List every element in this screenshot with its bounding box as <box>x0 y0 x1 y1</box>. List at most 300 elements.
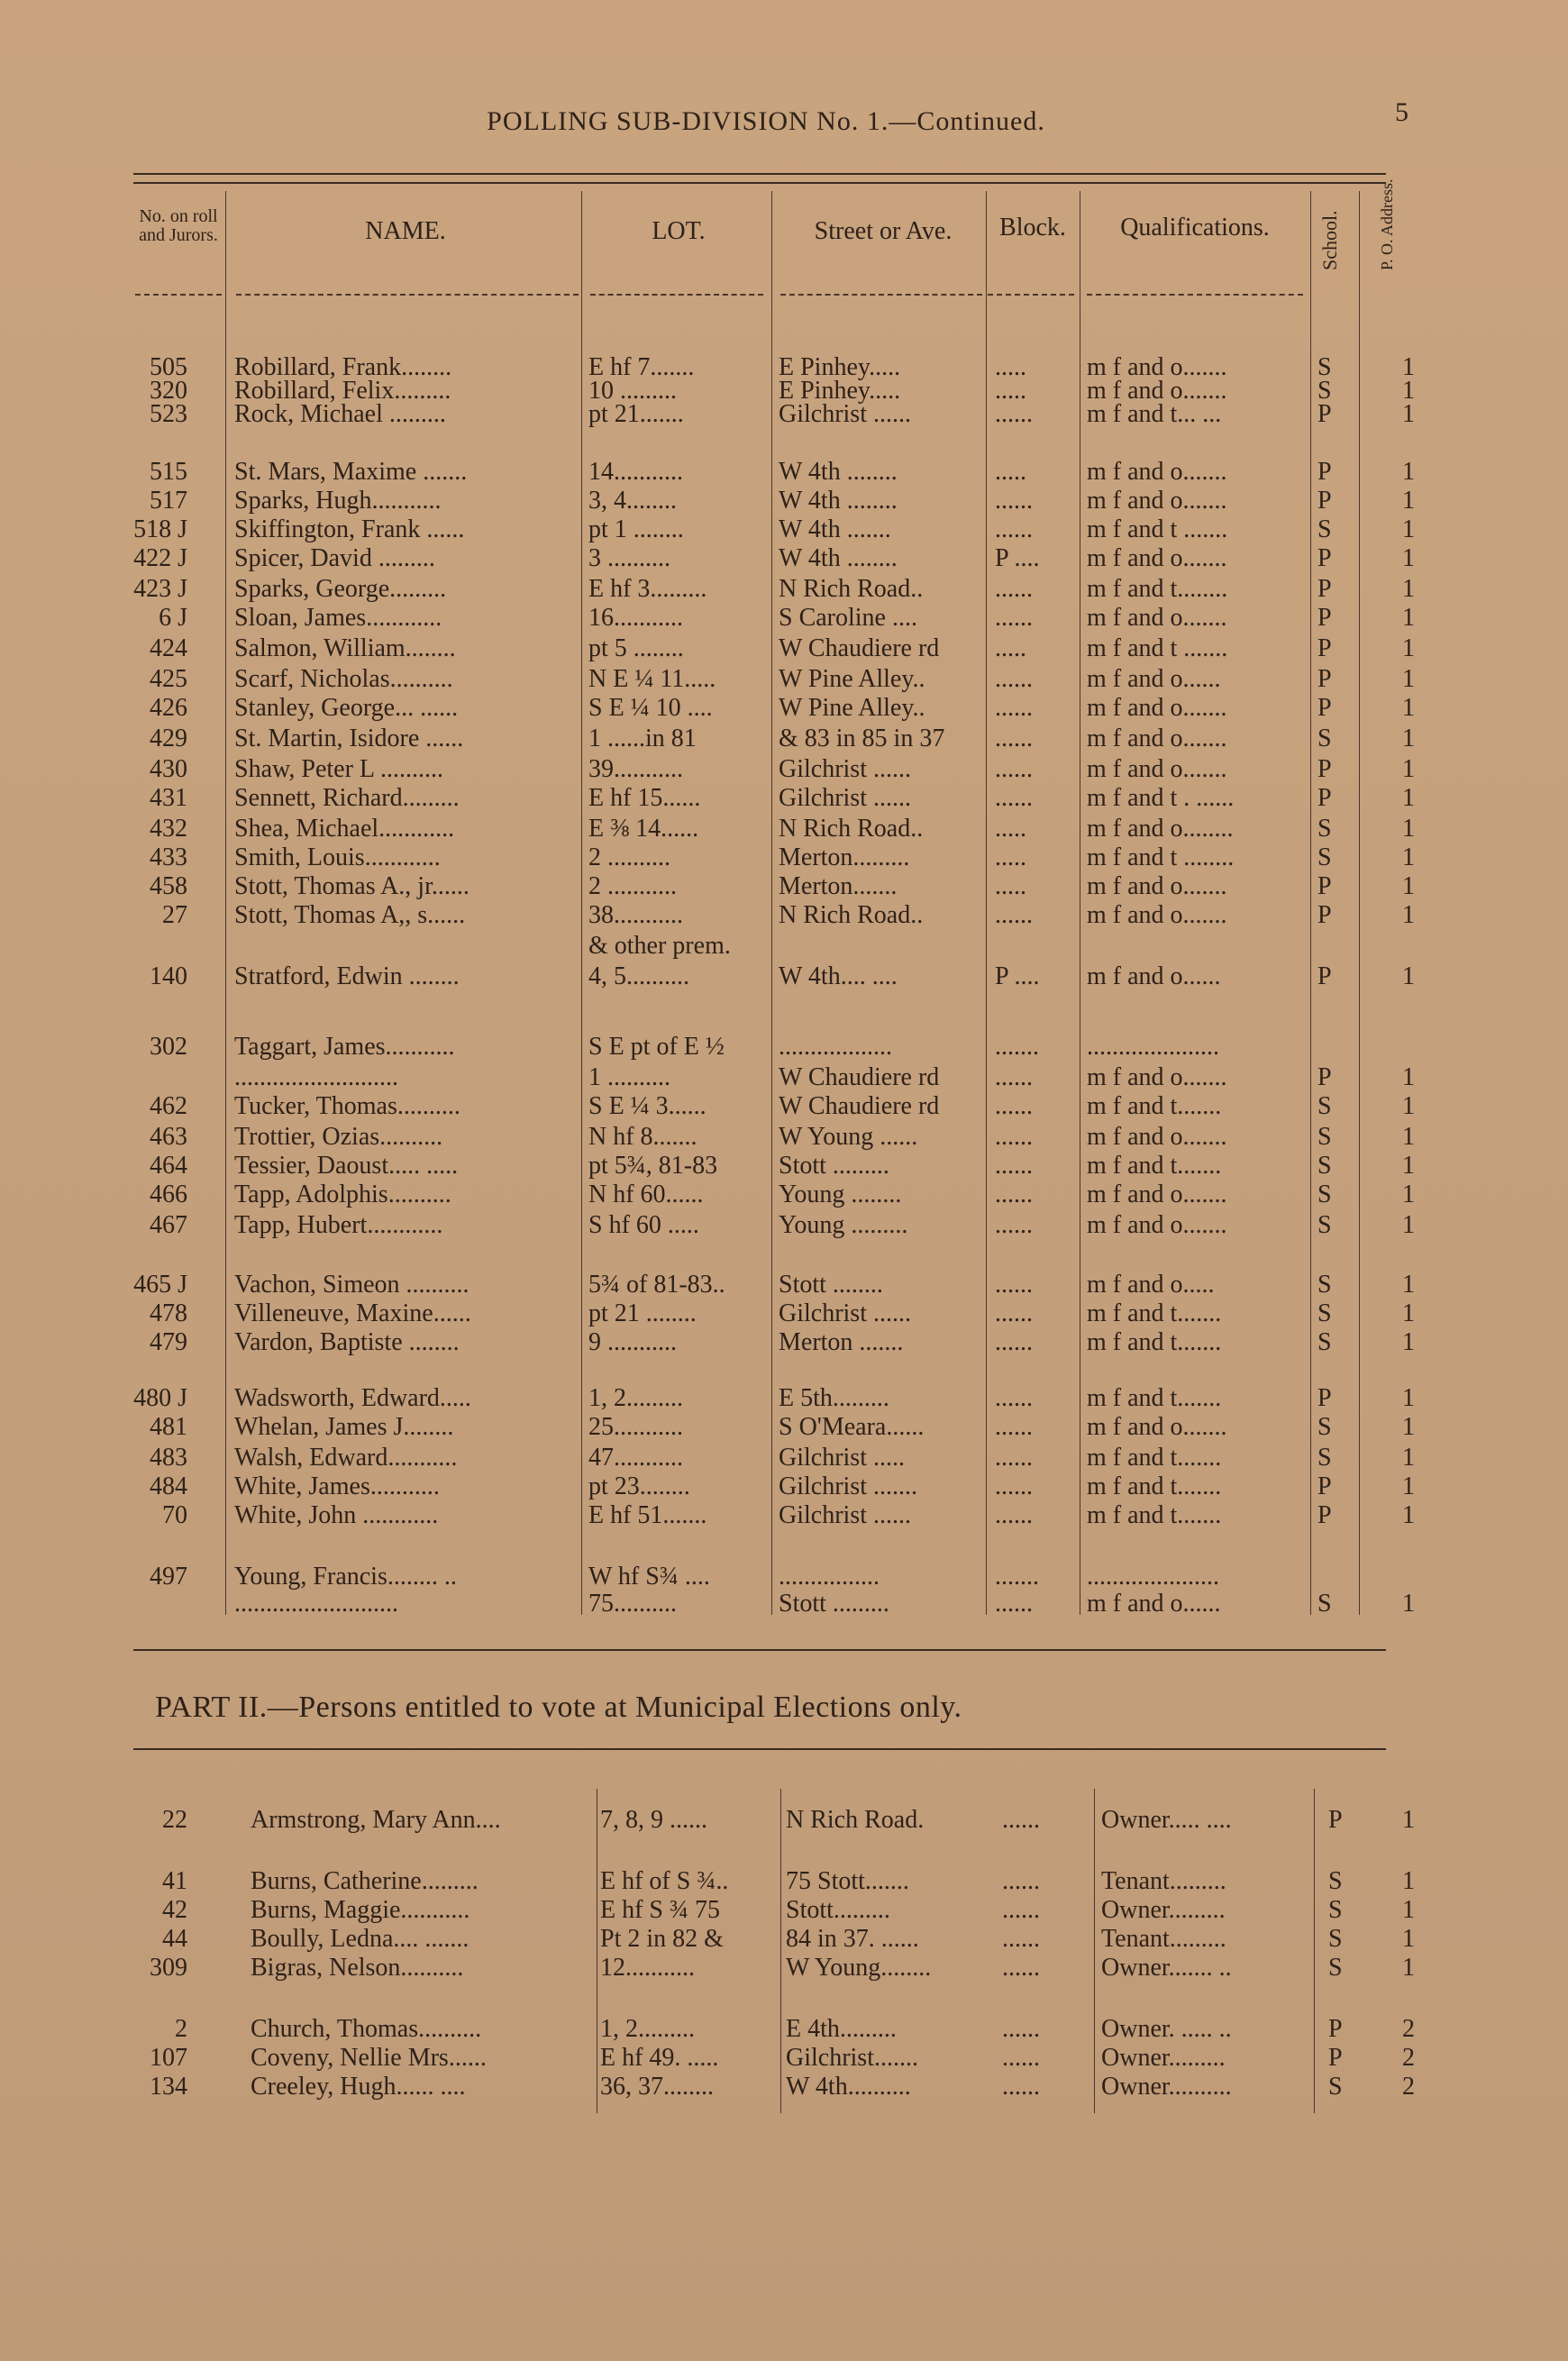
col-lot: 2 .......... <box>588 843 670 871</box>
col-no: 70 <box>162 1501 187 1529</box>
col-no: 6 J <box>159 604 187 632</box>
col-name: Smith, Louis............ <box>234 843 441 871</box>
col-qualification: m f and t....... <box>1087 1152 1222 1180</box>
col-po: 1 <box>1402 1501 1415 1529</box>
col-school: P <box>1317 487 1332 515</box>
col-qualification: m f and t....... <box>1087 1328 1222 1356</box>
col-po: 1 <box>1402 962 1415 990</box>
col-lot: 10 ......... <box>588 377 677 405</box>
col-street: Stott ........ <box>779 1271 883 1299</box>
col-po: 1 <box>1402 1867 1415 1895</box>
table-row <box>0 843 1568 872</box>
table-row <box>0 815 1568 843</box>
table-row <box>0 1033 1568 1062</box>
col-qualification: m f and o..... <box>1087 1271 1215 1299</box>
col-no: 424 <box>150 634 187 662</box>
col-lot: 12........... <box>600 1954 695 1982</box>
col-school: P <box>1317 1063 1332 1091</box>
col-name: Sparks, George......... <box>234 575 447 603</box>
col-no: 518 J <box>133 515 187 543</box>
col-block: P .... <box>995 962 1040 990</box>
col-school: S <box>1328 1896 1343 1924</box>
col-street: W 4th ........ <box>779 487 898 515</box>
col-name: Spicer, David ......... <box>234 544 435 572</box>
header-dash <box>236 294 579 296</box>
col-name: Robillard, Felix......... <box>234 377 451 405</box>
col-lot: 14........... <box>588 458 683 486</box>
part2-title: PART II.—Persons entitled to vote at Municipal Elections only. <box>155 1691 962 1724</box>
col-po: 1 <box>1402 544 1415 572</box>
col-no: 44 <box>162 1925 187 1953</box>
col-block: ...... <box>995 901 1033 929</box>
table-row <box>0 400 1568 429</box>
col-block: ...... <box>995 400 1033 428</box>
col-block: ...... <box>995 755 1033 783</box>
table-row <box>0 1896 1568 1925</box>
col-no: 517 <box>150 487 187 515</box>
table-row <box>0 575 1568 604</box>
header-dash <box>1087 294 1303 296</box>
col-name: White, James........... <box>234 1472 440 1500</box>
col-block: ...... <box>1002 2044 1040 2072</box>
col-qualification: m f and t....... <box>1087 1472 1222 1500</box>
table-row <box>0 1925 1568 1954</box>
col-no: 481 <box>150 1413 187 1441</box>
col-street: Young ........ <box>779 1180 902 1208</box>
col-school: P <box>1317 604 1332 632</box>
col-lot: 36, 37........ <box>600 2073 714 2101</box>
col-school: P <box>1328 2015 1343 2043</box>
col-name: Sloan, James............ <box>234 604 442 632</box>
col-block: ...... <box>995 1092 1033 1120</box>
col-no: 2 <box>175 2015 187 2043</box>
col-street: W Pine Alley.. <box>779 665 925 693</box>
col-block: ...... <box>995 1501 1033 1529</box>
col-school: S <box>1317 1152 1332 1180</box>
col-lot: E hf 7....... <box>588 353 695 381</box>
col-name: Stanley, George... ...... <box>234 694 459 722</box>
col-no: 41 <box>162 1867 187 1895</box>
table-row <box>0 1867 1568 1896</box>
col-no: 497 <box>150 1563 187 1591</box>
col-lot: pt 1 ........ <box>588 515 684 543</box>
col-block: ...... <box>1002 1806 1040 1834</box>
col-po: 2 <box>1402 2073 1415 2101</box>
col-lot: E hf of S ¾.. <box>600 1867 729 1895</box>
col-name: Whelan, James J........ <box>234 1413 454 1441</box>
col-no: 462 <box>150 1092 187 1120</box>
col-qualification: Owner. ..... .. <box>1101 2015 1232 2043</box>
col-street: Gilchrist ...... <box>779 400 911 428</box>
col-school: P <box>1317 755 1332 783</box>
col-no: 423 J <box>133 575 187 603</box>
col-street: W Chaudiere rd <box>779 1063 940 1091</box>
col-street: Gilchrist ...... <box>779 755 911 783</box>
table-row <box>0 544 1568 573</box>
col-no: 425 <box>150 665 187 693</box>
col-lot: Pt 2 in 82 & <box>600 1925 724 1953</box>
col-lot: 3 .......... <box>588 544 670 572</box>
col-lot: S E ¼ 10 .... <box>588 694 713 722</box>
col-po: 1 <box>1402 694 1415 722</box>
col-street: W 4th ........ <box>779 544 898 572</box>
col-block: ...... <box>995 1063 1033 1091</box>
col-school: P <box>1317 634 1332 662</box>
col-block: ...... <box>995 1152 1033 1180</box>
col-no: 479 <box>150 1328 187 1356</box>
table-row <box>0 725 1568 753</box>
table-row <box>0 1299 1568 1328</box>
col-school: P <box>1317 784 1332 812</box>
col-qualification: m f and o....... <box>1087 458 1227 486</box>
col-lot: pt 21....... <box>588 400 684 428</box>
col-school: S <box>1328 1954 1343 1982</box>
col-qualification: m f and t ....... <box>1087 515 1228 543</box>
col-qualification: ..................... <box>1087 1563 1219 1591</box>
col-street: N Rich Road.. <box>779 901 924 929</box>
col-name: Trottier, Ozias.......... <box>234 1123 443 1151</box>
col-block: ...... <box>995 1328 1033 1356</box>
col-street: Gilchrist ..... <box>779 1444 905 1472</box>
col-school: P <box>1317 575 1332 603</box>
col-qualification: m f and t....... <box>1087 1092 1222 1120</box>
table-row <box>0 755 1568 784</box>
col-lot: 7, 8, 9 ...... <box>600 1806 707 1834</box>
col-street: N Rich Road. <box>786 1806 925 1834</box>
col-school: S <box>1317 1092 1332 1120</box>
col-qualification: m f and t ....... <box>1087 634 1228 662</box>
col-name: Tapp, Adolphis.......... <box>234 1180 451 1208</box>
col-school: P <box>1328 1806 1343 1834</box>
header-dash <box>590 294 763 296</box>
col-qualification: m f and t....... <box>1087 1384 1222 1412</box>
col-block: ...... <box>995 1384 1033 1412</box>
col-po: 1 <box>1402 1413 1415 1441</box>
col-school: P <box>1317 458 1332 486</box>
col-name: Boully, Ledna.... ....... <box>251 1925 469 1953</box>
table-row <box>0 2073 1568 2101</box>
col-po: 1 <box>1402 815 1415 843</box>
col-qualification: ..................... <box>1087 1033 1219 1061</box>
col-no: 27 <box>162 901 187 929</box>
col-street: E 4th......... <box>786 2015 897 2043</box>
col-lot: 1 .......... <box>588 1063 670 1091</box>
col-no: 429 <box>150 725 187 752</box>
col-name: Villeneuve, Maxine...... <box>234 1299 471 1327</box>
table-row <box>0 1271 1568 1299</box>
col-po: 1 <box>1402 1063 1415 1091</box>
col-school: S <box>1328 1867 1343 1895</box>
table-row <box>0 1123 1568 1152</box>
col-name: Church, Thomas.......... <box>251 2015 482 2043</box>
table-row <box>0 1180 1568 1209</box>
col-school: S <box>1317 1211 1332 1239</box>
col-name: Stratford, Edwin ........ <box>234 962 460 990</box>
col-name: Wadsworth, Edward..... <box>234 1384 471 1412</box>
col-school: P <box>1317 1472 1332 1500</box>
table-row <box>0 1563 1568 1591</box>
table-row <box>0 634 1568 663</box>
col-lot: S E ¼ 3...... <box>588 1092 707 1120</box>
col-qualification: Tenant......... <box>1101 1867 1226 1895</box>
col-qualification: m f and o....... <box>1087 353 1227 381</box>
col-street: N Rich Road.. <box>779 815 924 843</box>
col-block: ...... <box>995 694 1033 722</box>
col-po: 1 <box>1402 634 1415 662</box>
table-row <box>0 604 1568 633</box>
col-school: S <box>1328 1925 1343 1953</box>
col-school: P <box>1317 694 1332 722</box>
col-block: ...... <box>995 1271 1033 1299</box>
col-street: 75 Stott....... <box>786 1867 909 1895</box>
col-qualification: m f and o....... <box>1087 377 1227 405</box>
table-row <box>0 1211 1568 1240</box>
col-street: S O'Meara...... <box>779 1413 925 1441</box>
col-no: 464 <box>150 1152 187 1180</box>
col-qualification: m f and t....... <box>1087 1444 1222 1472</box>
col-block: ...... <box>995 784 1033 812</box>
col-qualification: m f and o....... <box>1087 1180 1227 1208</box>
col-block: ..... <box>995 815 1026 843</box>
col-no: 430 <box>150 755 187 783</box>
table-row <box>0 1954 1568 1983</box>
col-lot: 16........... <box>588 604 683 632</box>
col-lot: 47........... <box>588 1444 683 1472</box>
col-block: ..... <box>995 353 1026 381</box>
col-po: 1 <box>1402 1092 1415 1120</box>
table-row <box>0 458 1568 487</box>
col-lot: N E ¼ 11..... <box>588 665 716 693</box>
col-name: Vardon, Baptiste ........ <box>234 1328 460 1356</box>
top-rule-thin <box>133 182 1386 184</box>
col-po: 1 <box>1402 1123 1415 1151</box>
col-no: 302 <box>150 1033 187 1061</box>
col-street: W 4th ........ <box>779 458 898 486</box>
col-po: 1 <box>1402 515 1415 543</box>
col-street: W Young........ <box>786 1954 932 1982</box>
top-rule <box>133 173 1386 175</box>
table-row <box>0 784 1568 813</box>
col-street: Gilchrist ...... <box>779 1501 911 1529</box>
col-qualification: m f and o....... <box>1087 1413 1227 1441</box>
col-qualification: m f and t... ... <box>1087 400 1222 428</box>
col-street: Gilchrist....... <box>786 2044 918 2072</box>
col-no: 426 <box>150 694 187 722</box>
col-no: 134 <box>150 2073 187 2101</box>
col-po: 1 <box>1402 400 1415 428</box>
column-header-po: P. O. Address. <box>1378 178 1396 270</box>
col-lot: E hf 51....... <box>588 1501 707 1529</box>
col-name: Tessier, Daoust..... ..... <box>234 1152 459 1180</box>
col-lot: 1 ......in 81 <box>588 725 697 752</box>
col-po: 1 <box>1402 1590 1415 1618</box>
col-name: Walsh, Edward........... <box>234 1444 458 1472</box>
col-name: St. Mars, Maxime ....... <box>234 458 468 486</box>
col-lot: & other prem. <box>588 932 731 960</box>
col-block: ...... <box>995 665 1033 693</box>
col-street: ................ <box>779 1563 880 1591</box>
col-qualification: Tenant......... <box>1101 1925 1226 1953</box>
col-school: P <box>1317 1384 1332 1412</box>
col-no: 433 <box>150 843 187 871</box>
table-row <box>0 1806 1568 1835</box>
col-name: Bigras, Nelson.......... <box>251 1954 464 1982</box>
table-row <box>0 872 1568 901</box>
col-name: Taggart, James........... <box>234 1033 455 1061</box>
col-street: W Chaudiere rd <box>779 634 940 662</box>
col-no: 465 J <box>133 1271 187 1299</box>
col-lot: 2 ........... <box>588 872 677 900</box>
col-block: ...... <box>1002 1925 1040 1953</box>
col-name: Stott, Thomas A., jr...... <box>234 872 469 900</box>
col-qualification: m f and o....... <box>1087 604 1227 632</box>
table-row <box>0 665 1568 694</box>
col-school: S <box>1317 1180 1332 1208</box>
col-po: 1 <box>1402 665 1415 693</box>
col-po: 1 <box>1402 458 1415 486</box>
col-no: 483 <box>150 1444 187 1472</box>
col-lot: S hf 60 ..... <box>588 1211 699 1239</box>
col-qualification: Owner......... <box>1101 2044 1226 2072</box>
col-school: S <box>1317 1328 1332 1356</box>
col-school: P <box>1317 544 1332 572</box>
col-no: 458 <box>150 872 187 900</box>
col-block: ...... <box>995 1211 1033 1239</box>
table-row <box>0 1472 1568 1501</box>
col-no: 484 <box>150 1472 187 1500</box>
header-dash <box>780 294 982 296</box>
table-row <box>0 962 1568 991</box>
col-school: P <box>1317 400 1332 428</box>
col-name: Shaw, Peter L .......... <box>234 755 443 783</box>
col-block: ...... <box>1002 1896 1040 1924</box>
col-qualification: Owner..... .... <box>1101 1806 1232 1834</box>
col-no: 431 <box>150 784 187 812</box>
col-no: 523 <box>150 400 187 428</box>
col-school: P <box>1317 1501 1332 1529</box>
col-block: ...... <box>995 575 1033 603</box>
col-name: Young, Francis........ .. <box>234 1563 457 1591</box>
col-po: 1 <box>1402 575 1415 603</box>
col-qualification: m f and o...... <box>1087 665 1221 693</box>
column-header-qualifications: Qualifications. <box>1120 214 1270 242</box>
col-po: 1 <box>1402 872 1415 900</box>
col-name: Burns, Catherine......... <box>251 1867 479 1895</box>
col-school: P <box>1317 665 1332 693</box>
column-header-school: School. <box>1318 210 1341 270</box>
col-lot: 75.......... <box>588 1590 677 1618</box>
col-lot: 39........... <box>588 755 683 783</box>
col-school: S <box>1317 353 1332 381</box>
col-qualification: m f and o....... <box>1087 872 1227 900</box>
col-block: ..... <box>995 872 1026 900</box>
col-lot: 3, 4........ <box>588 487 677 515</box>
col-block: ....... <box>995 1033 1039 1061</box>
col-school: S <box>1317 1444 1332 1472</box>
col-block: ...... <box>1002 2073 1040 2101</box>
col-block: ...... <box>995 1590 1033 1618</box>
col-street: E Pinhey..... <box>779 353 901 381</box>
column-header-street: Street or Ave. <box>814 217 953 245</box>
table-row <box>0 1152 1568 1180</box>
col-po: 1 <box>1402 1472 1415 1500</box>
col-name: Stott, Thomas A,, s...... <box>234 901 466 929</box>
col-name: Robillard, Frank........ <box>234 353 452 381</box>
col-school: P <box>1317 901 1332 929</box>
col-name: Rock, Michael ......... <box>234 400 446 428</box>
col-qualification: m f and o........ <box>1087 815 1234 843</box>
col-lot: 4, 5.......... <box>588 962 689 990</box>
col-block: ...... <box>995 1444 1033 1472</box>
col-no: 432 <box>150 815 187 843</box>
part2-rule <box>133 1748 1386 1750</box>
col-lot: N hf 60...... <box>588 1180 704 1208</box>
col-qualification: m f and t....... <box>1087 1299 1222 1327</box>
col-street: Young ......... <box>779 1211 908 1239</box>
col-po: 1 <box>1402 1806 1415 1834</box>
table-row <box>0 932 1568 961</box>
col-name: Scarf, Nicholas.......... <box>234 665 453 693</box>
page-number: 5 <box>1395 97 1408 127</box>
col-street: & 83 in 85 in 37 <box>779 725 945 752</box>
table-row <box>0 2015 1568 2044</box>
col-block: ...... <box>995 1413 1033 1441</box>
column-header-no: No. on roll and Jurors. <box>139 206 218 245</box>
table-row <box>0 487 1568 515</box>
col-name: Creeley, Hugh...... .... <box>251 2073 466 2101</box>
table-row <box>0 694 1568 723</box>
col-school: S <box>1317 725 1332 752</box>
col-school: S <box>1317 1299 1332 1327</box>
col-street: W 4th ....... <box>779 515 891 543</box>
col-po: 1 <box>1402 1328 1415 1356</box>
col-street: Stott......... <box>786 1896 890 1924</box>
col-no: 42 <box>162 1896 187 1924</box>
column-header-block: Block. <box>999 214 1066 242</box>
col-qualification: m f and o....... <box>1087 1211 1227 1239</box>
col-qualification: m f and o....... <box>1087 1063 1227 1091</box>
col-po: 1 <box>1402 353 1415 381</box>
col-no: 467 <box>150 1211 187 1239</box>
col-no: 140 <box>150 962 187 990</box>
col-lot: pt 21 ........ <box>588 1299 697 1327</box>
table-row <box>0 1413 1568 1442</box>
table-row <box>0 1092 1568 1121</box>
col-po: 1 <box>1402 1384 1415 1412</box>
col-po: 1 <box>1402 784 1415 812</box>
col-street: Stott ......... <box>779 1590 889 1618</box>
col-name: Tucker, Thomas.......... <box>234 1092 460 1120</box>
col-po: 1 <box>1402 1211 1415 1239</box>
col-block: ...... <box>1002 1867 1040 1895</box>
col-block: ...... <box>1002 2015 1040 2043</box>
col-block: ...... <box>995 1299 1033 1327</box>
table-row <box>0 1063 1568 1092</box>
col-po: 1 <box>1402 1152 1415 1180</box>
col-po: 2 <box>1402 2044 1415 2072</box>
col-street: W Chaudiere rd <box>779 1092 940 1120</box>
col-qualification: m f and t . ...... <box>1087 784 1235 812</box>
table-row <box>0 1384 1568 1413</box>
table-row <box>0 515 1568 544</box>
col-po: 2 <box>1402 2015 1415 2043</box>
col-lot: E hf 49. ..... <box>600 2044 719 2072</box>
col-no: 478 <box>150 1299 187 1327</box>
col-name: Burns, Maggie........... <box>251 1896 470 1924</box>
col-block: ...... <box>995 515 1033 543</box>
col-qualification: m f and t........ <box>1087 575 1228 603</box>
table-row <box>0 1444 1568 1472</box>
